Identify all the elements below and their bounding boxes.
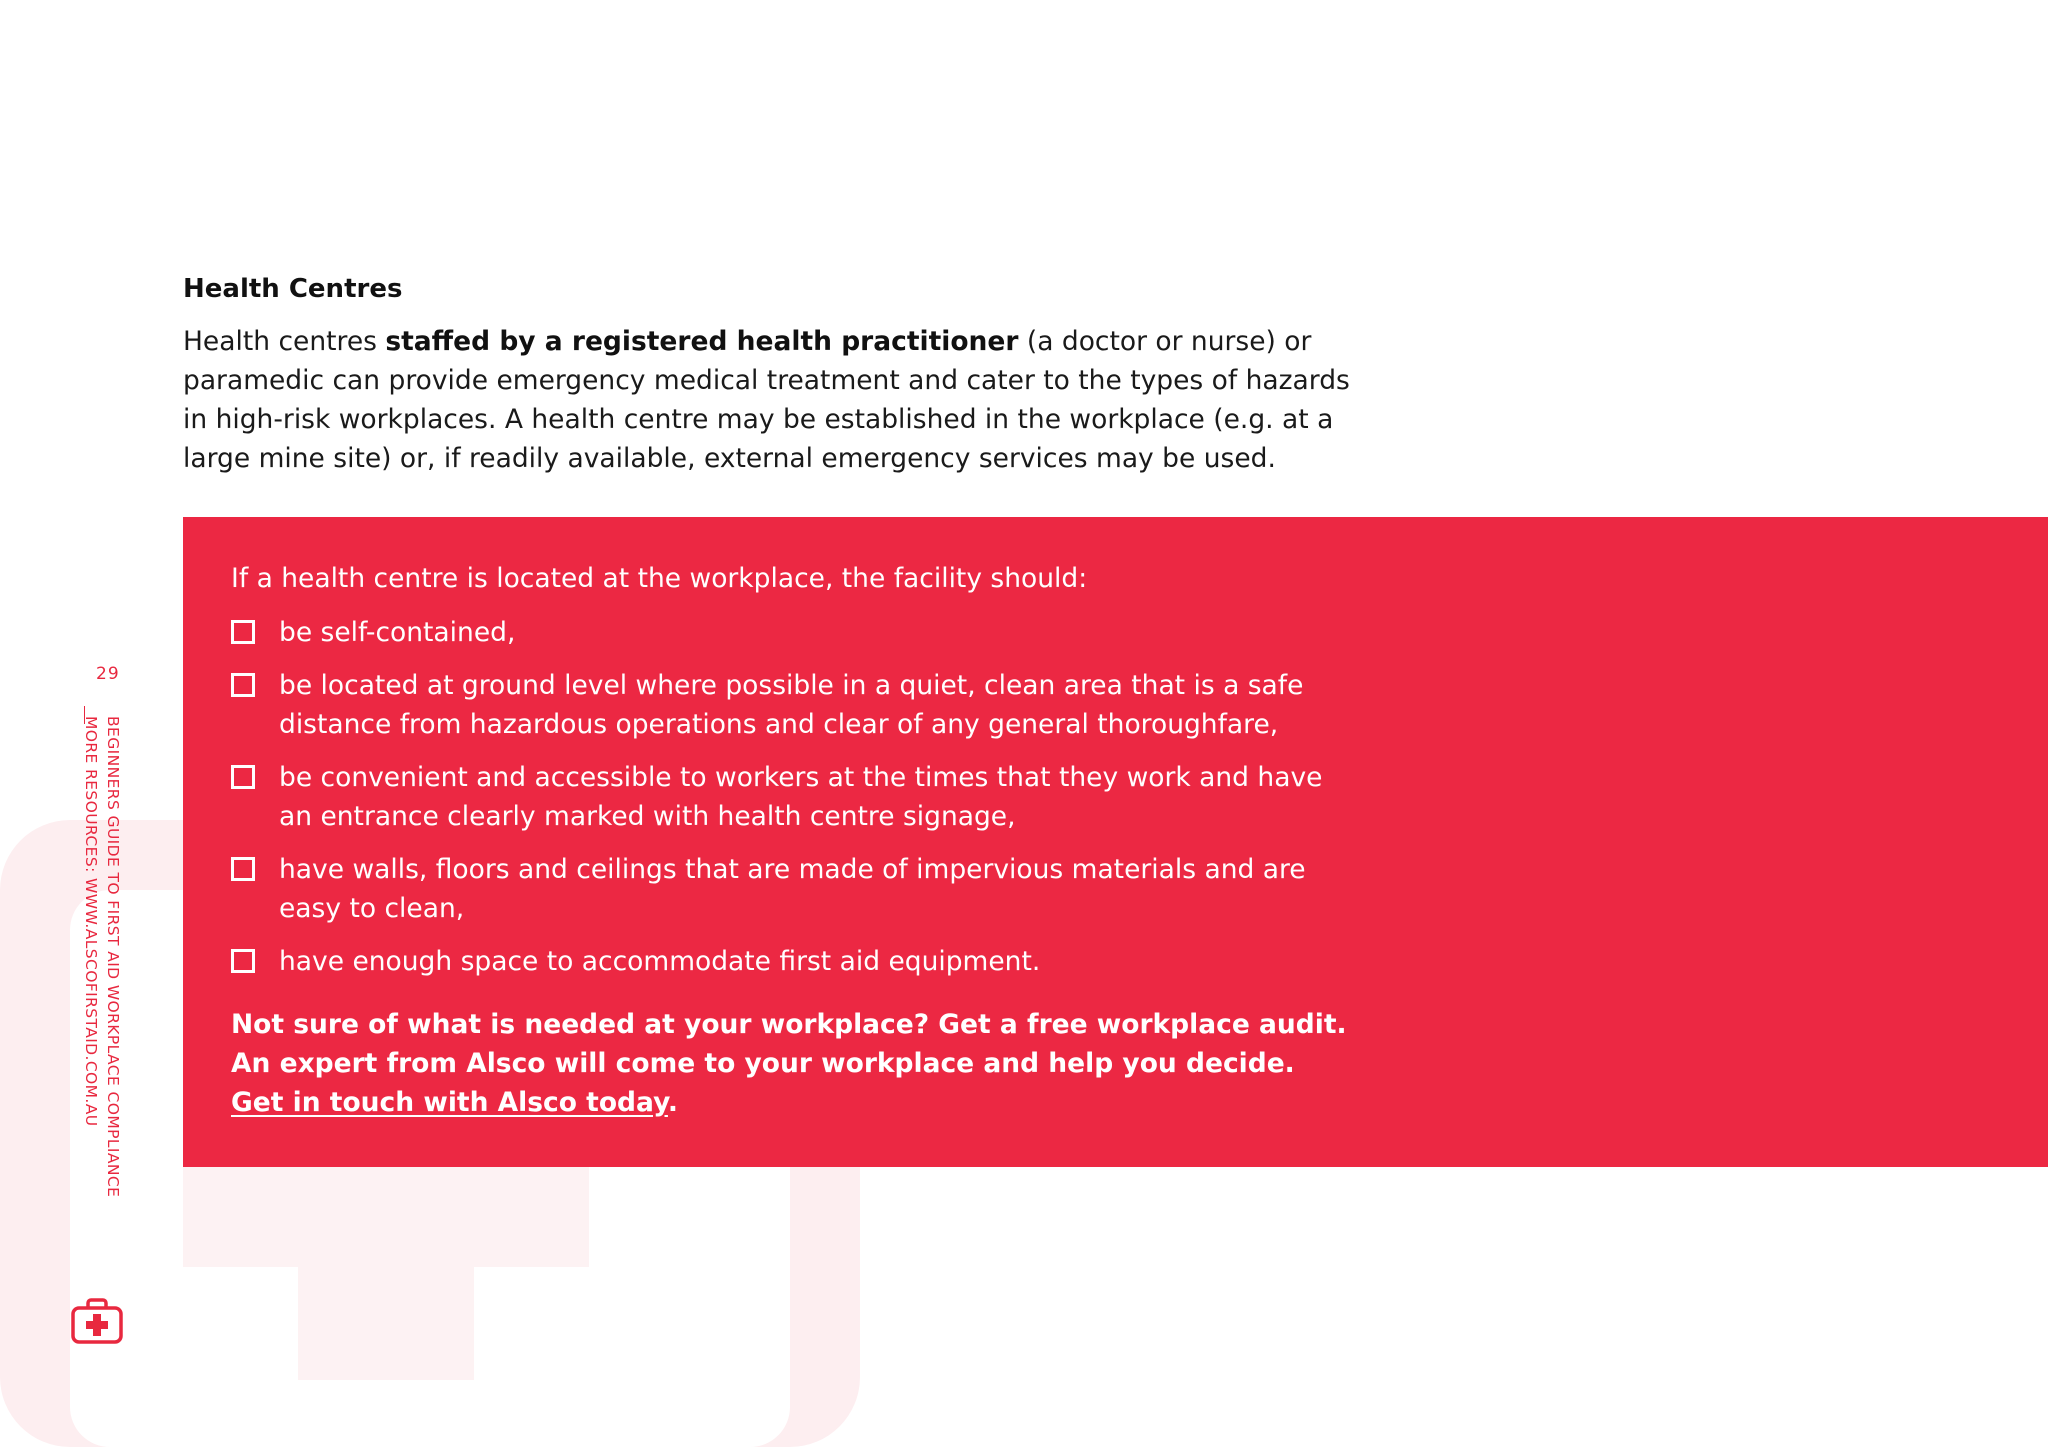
list-item-text: be self-contained, — [279, 617, 516, 648]
list-item — [231, 758, 1531, 836]
cta-line-2: An expert from Alsco will come to your workplace and help you decide. — [231, 1048, 1295, 1079]
section-heading: Health Centres — [183, 274, 403, 304]
list-item — [231, 942, 1531, 981]
intro-paragraph — [183, 322, 1363, 478]
checklist — [231, 613, 1531, 981]
cta-line-1: Not sure of what is needed at your workplace? Get a free workplace audit. — [231, 1009, 1347, 1040]
checkbox[interactable] — [231, 765, 255, 789]
first-aid-kit-icon — [71, 1298, 123, 1344]
checkbox[interactable] — [231, 673, 255, 697]
cta-period: . — [667, 1087, 678, 1118]
list-item — [231, 613, 1531, 652]
contact-alsco-link[interactable]: Get in touch with Alsco today — [231, 1087, 668, 1118]
intro-text-end: (a doctor or nurse) or paramedic can provide emergency medical treatment and cater to the types of hazards in high-risk workplaces. A health centre may be established in the workplace (e.g. at a large mine site) or, if readily available, external emergency services may be used. — [183, 326, 1350, 474]
checkbox[interactable] — [231, 620, 255, 644]
cta-line-3 — [231, 1083, 1531, 1122]
list-item — [231, 666, 1531, 744]
list-item-text: be convenient and accessible to workers at the times that they work and have an entrance clearly marked with health centre signage, — [279, 762, 1323, 832]
list-item-text: have enough space to accommodate first aid equipment. — [279, 946, 1041, 977]
intro-bold-text: staffed by a registered health practitioner — [385, 326, 1019, 357]
list-item — [231, 850, 1531, 928]
checkbox[interactable] — [231, 949, 255, 973]
side-caption — [80, 716, 124, 1197]
list-item-text: have walls, floors and ceilings that are made of impervious materials and are easy to clean, — [279, 854, 1306, 924]
call-to-action — [231, 1005, 1531, 1122]
page-number: 29 — [96, 664, 120, 684]
checkbox[interactable] — [231, 857, 255, 881]
resources-url: MORE RESOURCES: WWW.ALSCOFIRSTAID.COM.AU — [82, 716, 100, 1127]
guide-title: BEGINNERS GUIDE TO FIRST AID WORKPLACE COMPLIANCE — [104, 716, 122, 1198]
list-item-text: be located at ground level where possible in a quiet, clean area that is a safe distance from hazardous operations and clear of any general thoroughfare, — [279, 670, 1304, 740]
panel-lead: If a health centre is located at the workplace, the facility should: — [231, 563, 1088, 594]
requirements-panel — [183, 517, 2048, 1167]
intro-text-start: Health centres — [183, 326, 386, 357]
